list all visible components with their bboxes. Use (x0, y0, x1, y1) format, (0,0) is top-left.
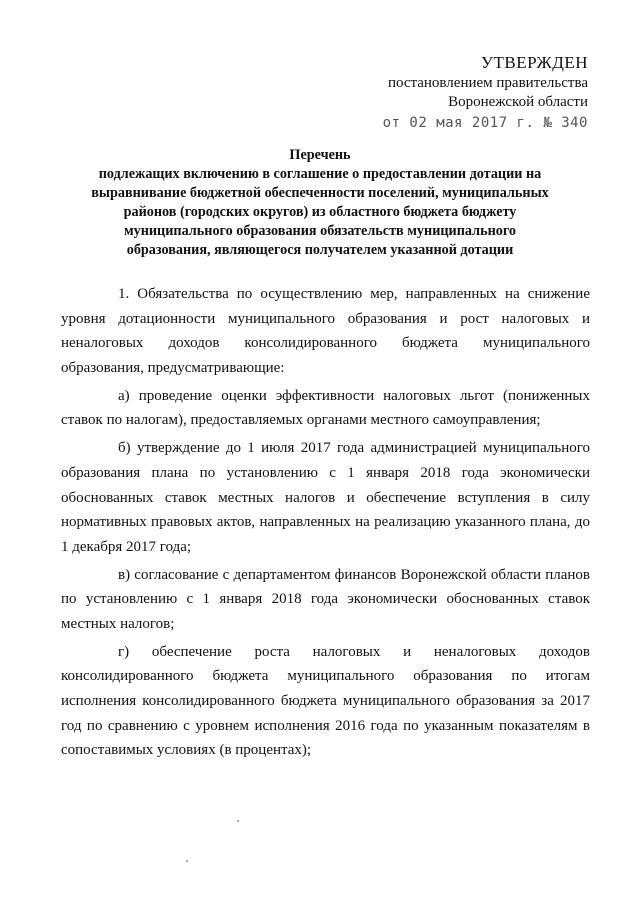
paragraph-1: 1. Обязательства по осуществлению мер, направленных на снижение уровня дотационности муниципального образования и рост налоговых и неналоговых доходов консолидированного бюджета муниципального образования, предусматривающие: (61, 286, 590, 376)
heading-line: выравнивание бюджетной обеспеченности поселений, муниципальных (91, 185, 549, 201)
heading-line: районов (городских округов) из областного бюджета бюджету (123, 204, 517, 220)
approval-line-2: Воронежской области (448, 94, 588, 110)
paragraph-a: а) проведение оценки эффективности налоговых льгот (пониженных ставок по налогам), предоставляемых органами местного самоуправления; (61, 387, 590, 429)
heading-line: муниципального образования обязательств муниципального (123, 223, 517, 239)
approval-date-stamp: от 02 мая 2017 г. № 340 (382, 115, 588, 131)
document-body (61, 282, 590, 766)
scan-speck (186, 860, 188, 862)
heading-line: образования, являющегося получателем указанной дотации (126, 242, 514, 258)
heading-title: Перечень (289, 147, 351, 163)
approval-title: УТВЕРЖДЕН (481, 53, 588, 72)
approval-block (383, 52, 588, 134)
heading-line: подлежащих включению в соглашение о предоставлении дотации на (98, 166, 542, 182)
scan-speck (237, 820, 239, 822)
paragraph-b: б) утверждение до 1 июля 2017 года администрацией муниципального образования плана по установлению с 1 января 2018 года экономически обоснованных ставок местных налогов и обеспечение вступления в силу нормативных правовых актов, направленных на реализацию указанного плана, до 1 декабря 2017 года; (61, 440, 590, 555)
paragraph-g: г) обеспечение роста налоговых и неналоговых доходов консолидированного бюджета муниципального образования по итогам исполнения консолидированного бюджета муниципального образования за 2017 год по сравнению с уровнем исполнения 2016 года по указанным показателям в сопоставимых условиях (в процентах); (61, 643, 590, 759)
paragraph-v: в) согласование с департаментом финансов Воронежской области планов по установлению с 1 января 2018 года экономически обоснованных ставок местных налогов; (61, 566, 590, 632)
approval-line-1: постановлением правительства (387, 75, 588, 91)
document-heading (60, 146, 580, 260)
